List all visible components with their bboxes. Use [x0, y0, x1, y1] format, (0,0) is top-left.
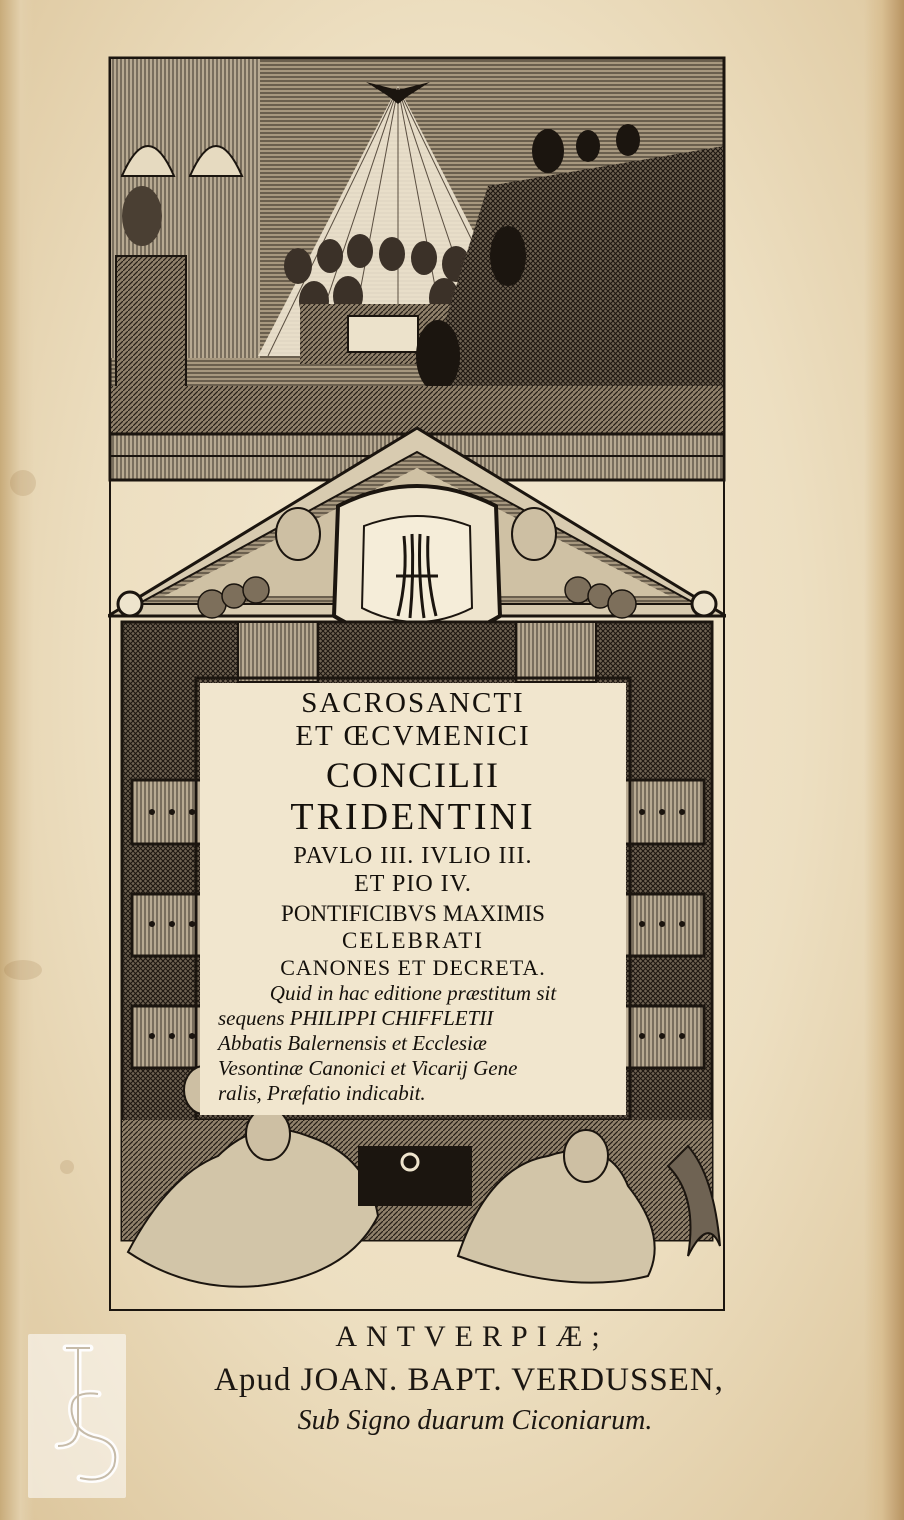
- title-line: ET PIO IV.: [354, 871, 472, 897]
- title-line: ET ŒCVMENICI: [295, 720, 531, 752]
- note-line: Quid in hac editione præstitum sit: [269, 981, 557, 1005]
- title-line: TRIDENTINI: [290, 796, 536, 838]
- note-line: Vesontinæ Canonici et Vicarij Gene: [218, 1056, 518, 1080]
- imprint-place: ANTVERPIÆ;: [335, 1320, 609, 1353]
- imprint: [0, 1320, 904, 1437]
- note-line: Abbatis Balernensis et Ecclesiæ: [218, 1031, 487, 1055]
- title-line: PAVLO III. IVLIO III.: [293, 843, 533, 869]
- council-scene: [110, 58, 724, 438]
- watermark-icon: [28, 1334, 126, 1498]
- title-line: CONCILII: [326, 755, 500, 795]
- imprint-printer: Apud JOAN. BAPT. VERDUSSEN,: [214, 1362, 724, 1398]
- title-line: PONTIFICIBVS MAXIMIS: [281, 901, 545, 926]
- page-left-edge: [0, 0, 34, 1520]
- seller-watermark-logo: [28, 1334, 126, 1498]
- foxing-stain: [4, 960, 42, 980]
- foxing-stain: [60, 1160, 74, 1174]
- title-line: SACROSANCTI: [301, 687, 525, 719]
- title-line: CELEBRATI: [342, 928, 484, 953]
- title-cartouche: [200, 683, 626, 1115]
- note-line: ralis, Præfatio indicabit.: [218, 1081, 426, 1105]
- title-line: CANONES ET DECRETA.: [280, 955, 546, 980]
- note-line: sequens PHILIPPI CHIFFLETII: [218, 1006, 494, 1030]
- imprint-sign: Sub Signo duarum Ciconiarum.: [297, 1405, 653, 1436]
- foxing-stain: [10, 470, 36, 496]
- page-right-edge: [864, 0, 904, 1520]
